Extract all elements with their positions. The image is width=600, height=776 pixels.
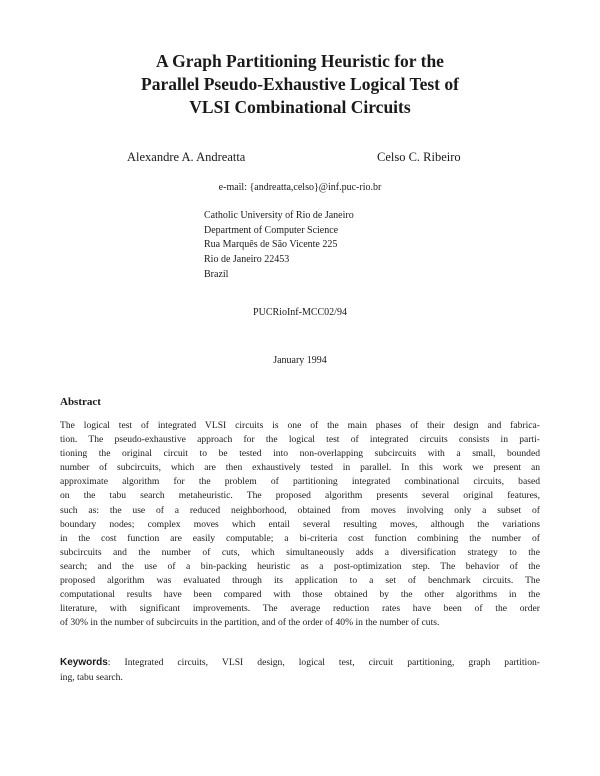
abstract-line: approximate algorithm for the problem of partitioning integrated combinational circuits, based bbox=[60, 476, 540, 488]
abstract-line: number of subcircuits, which are then exhaustively tested in parallel. In this work we present an bbox=[60, 462, 540, 474]
address-line: Rio de Janeiro 22453 bbox=[204, 254, 290, 266]
keywords-line: ing, tabu search. bbox=[60, 671, 123, 683]
author-email: e-mail: {andreatta,celso}@inf.puc-rio.br bbox=[218, 182, 382, 193]
abstract-line: tion. The pseudo-exhaustive approach for the logical test of integrated circuits consists in parti- bbox=[60, 434, 540, 446]
abstract-line: on the tabu search metaheuristic. The proposed algorithm presents several original features, bbox=[60, 490, 540, 502]
report-number: PUCRioInf-MCC02/94 bbox=[253, 307, 347, 318]
author-andreatta: Alexandre A. Andreatta bbox=[127, 150, 246, 164]
abstract-line: tioning the original circuit to be tested into non-overlapping subcircuits with a small, bounded bbox=[60, 448, 540, 460]
abstract-line: literature, with significant improvements. The average reduction rates have been of the order bbox=[60, 603, 540, 615]
abstract-line: such as: the use of a reduced neighborhood, obtained from moves involving only a subset of bbox=[60, 504, 540, 516]
keywords-label: Keywords bbox=[60, 657, 108, 668]
address-line: Department of Computer Science bbox=[204, 224, 339, 236]
publication-date: January 1994 bbox=[273, 355, 327, 366]
address-line: Catholic University of Rio de Janeiro bbox=[204, 210, 354, 221]
title-line: VLSI Combinational Circuits bbox=[189, 97, 411, 117]
author-ribeiro: Celso C. Ribeiro bbox=[377, 150, 461, 164]
affiliation-address bbox=[204, 209, 354, 283]
abstract-line: search; and the use of a bin-packing heuristic as a post-optimization step. The behavior of the bbox=[60, 560, 540, 572]
paper-title bbox=[60, 50, 540, 119]
keywords-line bbox=[60, 656, 540, 671]
abstract-line: proposed algorithm was evaluated through its application to a set of benchmark circuits. The bbox=[60, 575, 540, 587]
title-line: A Graph Partitioning Heuristic for the bbox=[156, 51, 444, 71]
address-line: Rua Marquês de São Vicente 225 bbox=[204, 239, 338, 251]
keywords-section bbox=[60, 656, 540, 685]
abstract-line: computational results have been compared with those obtained by the other algorithms in the bbox=[60, 589, 540, 601]
abstract-line: boundary nodes; complex moves which entail several resulting moves, although the variations bbox=[60, 518, 540, 530]
abstract-line: in the cost function are easily computable; a bi-criteria cost function combining the number of bbox=[60, 532, 540, 544]
address-line: Brazil bbox=[204, 268, 229, 280]
abstract-line: The logical test of integrated VLSI circuits is one of the main phases of their design and fabrica- bbox=[60, 420, 540, 431]
abstract-line: subcircuits and the number of cuts, which simultaneously adds a diversification strategy to the bbox=[60, 546, 540, 558]
abstract-heading: Abstract bbox=[60, 396, 101, 408]
abstract-body bbox=[60, 419, 540, 630]
abstract-line: of 30% in the number of subcircuits in the partition, and of the order of 40% in the number of cuts. bbox=[60, 617, 440, 629]
title-line: Parallel Pseudo-Exhaustive Logical Test of bbox=[141, 74, 459, 94]
keywords-text: : Integrated circuits, VLSI design, logical test, circuit partitioning, graph partition- bbox=[107, 657, 540, 668]
